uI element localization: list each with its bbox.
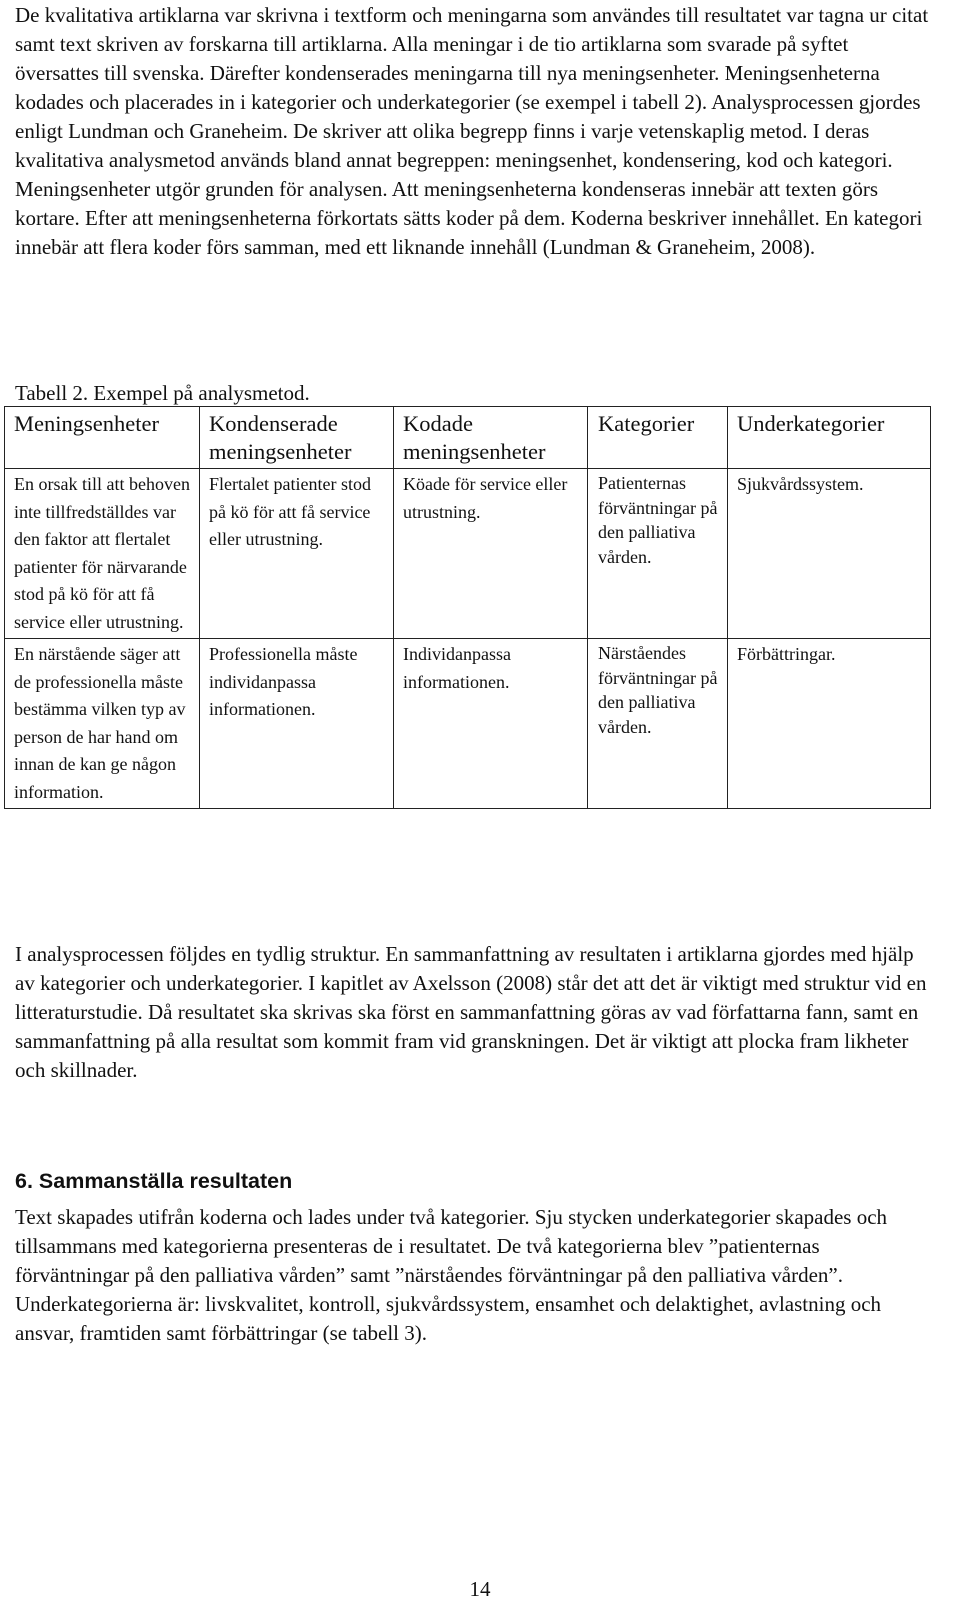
table-cell-text: Patienternas förväntningar på den palliativa vården. <box>598 473 718 567</box>
analysis-example-table <box>4 406 931 809</box>
body-paragraph-3: Text skapades utifrån koderna och lades under två kategorier. Sju stycken underkategorier skapades och tillsammans med kategorierna presenteras de i resultatet. De två kategorierna blev ”patienternas förväntningar på den palliativa vården” samt ”närståendes förväntningar på den palliativa vården”. Underkategorierna är: livskvalitet, kontroll, sjukvårdssystem, ensamhet och delaktighet, avlastning och ansvar, framtiden samt förbättringar (se tabell 3). <box>15 1205 888 1345</box>
body-paragraph-2: I analysprocessen följdes en tydlig struktur. En sammanfattning av resultaten i artiklarna gjordes med hjälp av kategorier och underkategorier. I kapitlet av Axelsson (2008) står det att det är viktigt med struktur vid en litteraturstudie. Då resultatet ska skrivas ska först en sammanfattning göras av vad författarna fann, samt en sammanfattning på alla resultat som kommit fram vid granskningen. Det är viktigt att plocka fram likheter och skillnader. <box>15 942 927 1082</box>
header-meningsenheter: Meningsenheter <box>5 407 200 469</box>
section-heading: 6. Sammanställa resultaten <box>15 1169 293 1193</box>
table-cell: Förbättringar. <box>728 639 931 809</box>
table-cell <box>588 639 728 809</box>
table-cell: Köade för service eller utrustning. <box>394 469 588 639</box>
table-row <box>5 639 931 809</box>
table-row <box>5 469 931 639</box>
table-cell: Professionella måste individanpassa informationen. <box>200 639 394 809</box>
header-kondenserade: Kondenserade meningsenheter <box>200 407 394 469</box>
table-cell: En närstående säger att de professionella måste bestämma vilken typ av person de har hand om innan de kan ge någon information. <box>5 639 200 809</box>
header-kodade: Kodade meningsenheter <box>394 407 588 469</box>
table-cell: En orsak till att behoven inte tillfredställdes var den faktor att flertalet patienter för närvarande stod på kö för att få service eller utrustning. <box>5 469 200 639</box>
page-number: 14 <box>469 1577 491 1601</box>
table-cell <box>588 469 728 639</box>
table-cell-text: Närståendes förväntningar på den palliativa vården. <box>598 643 718 737</box>
header-kategorier: Kategorier <box>588 407 728 469</box>
table-cell: Flertalet patienter stod på kö för att få service eller utrustning. <box>200 469 394 639</box>
table-caption: Tabell 2. Exempel på analysmetod. <box>15 381 310 405</box>
table-header-row <box>5 407 931 469</box>
body-paragraph-1: De kvalitativa artiklarna var skrivna i textform och meningarna som användes till resultatet var tagna ur citat samt text skriven av forskarna till artiklarna. Alla meningar i de tio artiklarna som svarade på syftet översattes till svenska. Därefter kondenserades meningarna till nya meningsenheter. Meningsenheterna kodades och placerades in i kategorier och underkategorier (se exempel i tabell 2). Analysprocessen gjordes enligt Lundman och Graneheim. De skriver att olika begrepp finns i varje vetenskaplig metod. I deras kvalitativa analysmetod används bland annat begreppen: meningsenhet, kondensering, kod och kategori. Meningsenheter utgör grunden för analysen. Att meningsenheterna kondenseras innebär att texten görs kortare. Efter att meningsenheterna förkortats sätts koder på dem. Koderna beskriver innehållet. En kategori innebär att flera koder förs samman, med ett liknande innehåll (Lundman & Graneheim, 2008). <box>15 3 929 259</box>
header-underkategorier: Underkategorier <box>728 407 931 469</box>
table-cell: Sjukvårdssystem. <box>728 469 931 639</box>
table-cell: Individanpassa informationen. <box>394 639 588 809</box>
